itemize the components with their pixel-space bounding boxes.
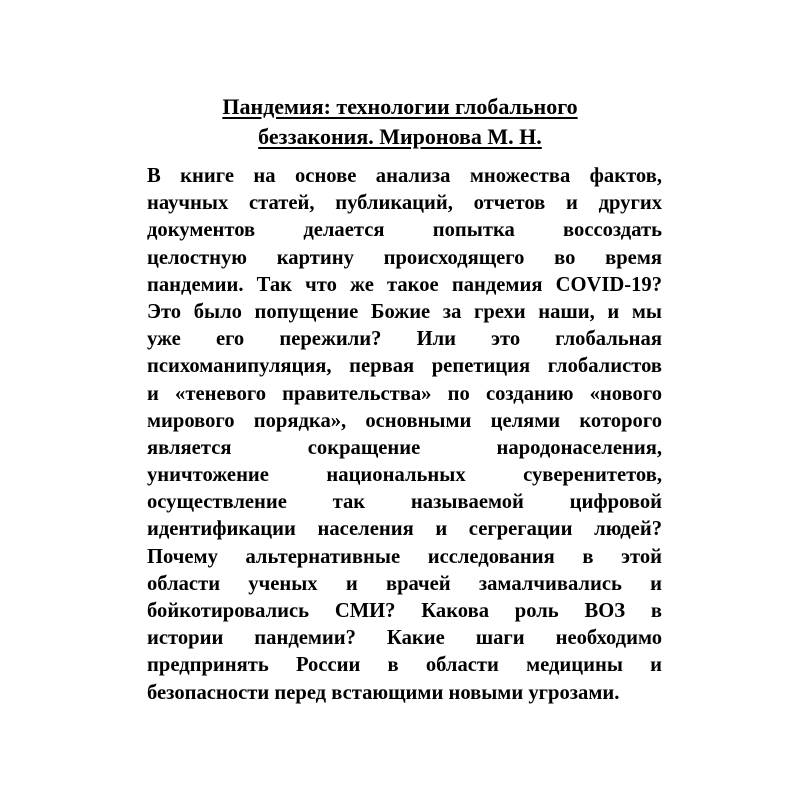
title-line-1: Пандемия: технологии глобального bbox=[222, 94, 578, 119]
body-line: научных статей, публикаций, отчетов и других bbox=[147, 192, 662, 215]
body-line: целостную картину происходящего во время bbox=[147, 246, 662, 269]
body-line: В книге на основе анализа множества фактов, bbox=[147, 165, 662, 187]
body-line: Это было попущение Божие за грехи наши, и мы bbox=[147, 300, 662, 323]
body-line: психоманипуляция, первая репетиция глобалистов bbox=[147, 355, 662, 378]
body-line: предпринять России в области медицины и bbox=[147, 654, 662, 677]
body-line-last: безопасности перед встающими новыми угрозами. bbox=[147, 681, 620, 704]
body-line: идентификации населения и сегрегации людей? bbox=[147, 518, 662, 541]
body-line: уже его пережили? Или это глобальная bbox=[147, 328, 662, 351]
body-line: осуществление так называемой цифровой bbox=[147, 491, 662, 514]
body-line: пандемии. Так что же такое пандемия COVID-19? bbox=[147, 273, 662, 296]
body-line: документов делается попытка воссоздать bbox=[147, 219, 662, 242]
document-body bbox=[147, 163, 662, 707]
body-line: Почему альтернативные исследования в этой bbox=[147, 545, 662, 568]
body-line: является сокращение народонаселения, bbox=[147, 436, 662, 459]
body-line: и «теневого правительства» по созданию «нового bbox=[147, 382, 662, 405]
body-line: мирового порядка», основными целями которого bbox=[147, 409, 662, 432]
body-line: уничтожение национальных суверенитетов, bbox=[147, 464, 662, 487]
title-line-2: беззакония. Миронова М. Н. bbox=[258, 124, 542, 149]
document-title bbox=[0, 92, 800, 152]
body-line: области ученых и врачей замалчивались и bbox=[147, 572, 662, 595]
body-line: бойкотировались СМИ? Какова роль ВОЗ в bbox=[147, 600, 662, 622]
body-line: истории пандемии? Какие шаги необходимо bbox=[147, 627, 662, 650]
